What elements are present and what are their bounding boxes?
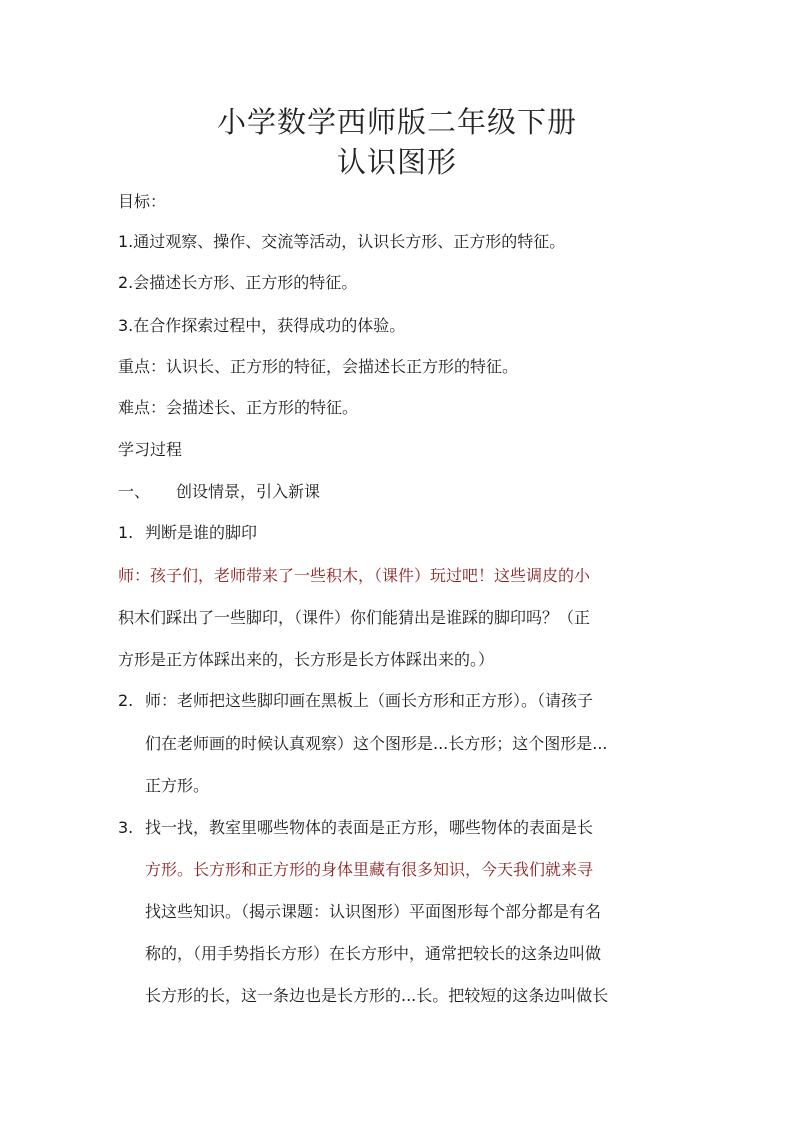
step-number: 3. — [118, 818, 134, 837]
step-number: 2. — [118, 691, 134, 710]
step-number: 1. — [118, 523, 134, 542]
step-3-line-3: 找这些知识。（揭示课题：认识图形）平面图形每个部分都是有名 — [145, 902, 602, 921]
para-1-line-1: 师：孩子们，老师带来了一些积木，（课件）玩过吧！这些调皮的小 — [118, 566, 591, 585]
step-3-line-4: 称的，（用手势指长方形）在长方形中，通常把较长的这条边叫做 — [145, 944, 602, 963]
step-1-heading — [118, 522, 257, 544]
section-number: 一、 — [118, 482, 151, 501]
section-1-heading — [118, 481, 320, 503]
step-2-line-1 — [118, 690, 593, 712]
document-title: 小学数学西师版二年级下册 — [216, 105, 577, 139]
step-2-line-3: 正方形。 — [145, 776, 210, 795]
goal-3: 3.在合作探索过程中，获得成功的体验。 — [118, 316, 406, 335]
key-point: 重点：认识长、正方形的特征，会描述长正方形的特征。 — [118, 357, 519, 376]
difficulty: 难点：会描述长、正方形的特征。 — [118, 398, 359, 417]
step-3-line-1 — [118, 817, 593, 839]
step-2-line-2: 们在老师画的时候认真观察）这个图形是...长方形；这个图形是... — [145, 734, 608, 753]
step-3-line-2: 方形。长方形和正方形的身体里藏有很多知识，今天我们就来寻 — [145, 860, 594, 879]
step-label: 判断是谁的脚印 — [145, 523, 258, 542]
document-subtitle: 认识图形 — [336, 145, 457, 179]
para-1-line-2: 积木们踩出了一些脚印，（课件）你们能猜出是谁踩的脚印吗？（正 — [118, 608, 591, 627]
step-3-text: 找一找，教室里哪些物体的表面是正方形，哪些物体的表面是长 — [145, 818, 594, 837]
para-1-line-3: 方形是正方体踩出来的，长方形是长方体踩出来的。） — [118, 650, 495, 669]
goals-heading: 目标： — [118, 192, 167, 211]
process-heading: 学习过程 — [118, 440, 183, 459]
goal-2: 2.会描述长方形、正方形的特征。 — [118, 273, 358, 292]
goal-1: 1.通过观察、操作、交流等活动，认识长方形、正方形的特征。 — [118, 232, 566, 251]
step-2-text: 师：老师把这些脚印画在黑板上（画长方形和正方形）。（请孩子 — [145, 691, 594, 710]
step-3-line-5: 长方形的长，这一条边也是长方形的...长。把较短的这条边叫做长 — [145, 986, 609, 1005]
section-label: 创设情景，引入新课 — [176, 482, 321, 501]
